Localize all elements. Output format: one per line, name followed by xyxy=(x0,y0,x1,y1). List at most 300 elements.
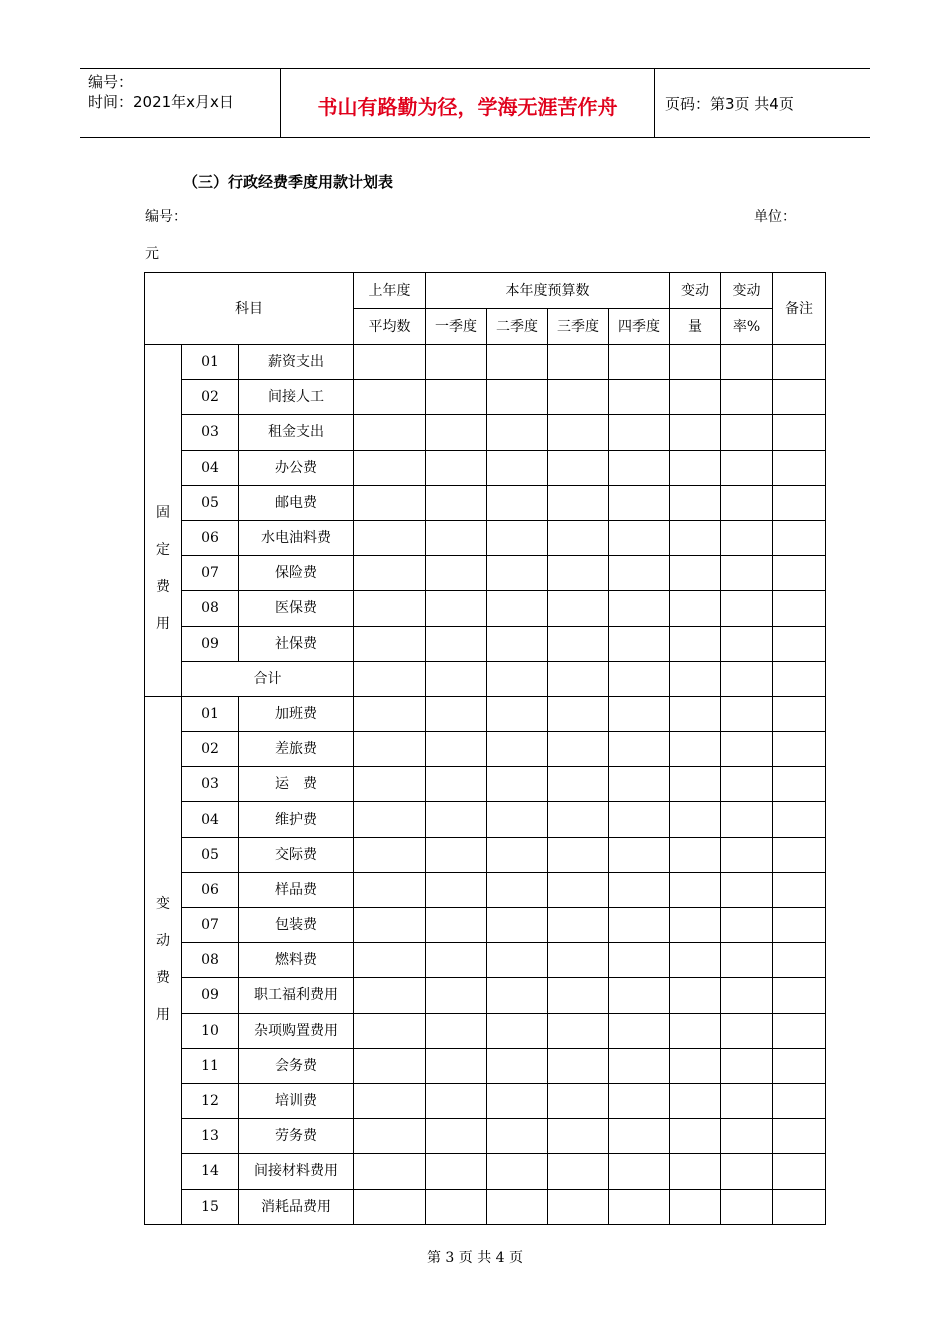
value-cell[interactable] xyxy=(609,1154,670,1189)
value-cell[interactable] xyxy=(609,1119,670,1154)
item-number: 03 xyxy=(182,415,239,450)
item-name: 间接材料费用 xyxy=(239,1154,354,1189)
value-cell[interactable] xyxy=(487,1048,548,1083)
table-row xyxy=(145,732,826,767)
value-cell[interactable] xyxy=(721,943,773,978)
value-cell[interactable] xyxy=(609,767,670,802)
value-cell[interactable] xyxy=(721,767,773,802)
value-cell[interactable] xyxy=(670,1083,721,1118)
value-cell[interactable] xyxy=(354,732,426,767)
value-cell[interactable] xyxy=(548,1119,609,1154)
table-row xyxy=(145,1119,826,1154)
item-name: 医保费 xyxy=(239,591,354,626)
value-cell[interactable] xyxy=(670,943,721,978)
value-cell[interactable] xyxy=(773,450,826,485)
item-number: 12 xyxy=(182,1083,239,1118)
value-cell[interactable] xyxy=(609,415,670,450)
table-row xyxy=(145,802,826,837)
value-cell[interactable] xyxy=(487,908,548,943)
value-cell[interactable] xyxy=(670,1013,721,1048)
table-row xyxy=(145,696,826,731)
table-row xyxy=(145,943,826,978)
value-cell[interactable] xyxy=(609,1048,670,1083)
value-cell[interactable] xyxy=(773,943,826,978)
value-cell[interactable] xyxy=(487,345,548,380)
value-cell[interactable] xyxy=(670,485,721,520)
value-cell[interactable] xyxy=(548,345,609,380)
value-cell[interactable] xyxy=(487,1154,548,1189)
table-row xyxy=(145,1083,826,1118)
item-name: 运 费 xyxy=(239,767,354,802)
value-cell[interactable] xyxy=(354,380,426,415)
item-name: 邮电费 xyxy=(239,485,354,520)
value-cell[interactable] xyxy=(426,943,487,978)
value-cell[interactable] xyxy=(487,1189,548,1224)
value-cell[interactable] xyxy=(548,661,609,696)
value-cell[interactable] xyxy=(354,978,426,1013)
value-cell[interactable] xyxy=(426,450,487,485)
table-row xyxy=(145,1013,826,1048)
value-cell[interactable] xyxy=(354,661,426,696)
value-cell[interactable] xyxy=(773,767,826,802)
value-cell[interactable] xyxy=(609,1189,670,1224)
value-cell[interactable] xyxy=(609,872,670,907)
section-char: 用 xyxy=(156,616,170,633)
value-cell[interactable] xyxy=(426,1189,487,1224)
value-cell[interactable] xyxy=(548,556,609,591)
value-cell[interactable] xyxy=(487,837,548,872)
value-cell[interactable] xyxy=(487,661,548,696)
value-cell[interactable] xyxy=(721,908,773,943)
value-cell[interactable] xyxy=(354,1189,426,1224)
value-cell[interactable] xyxy=(721,1083,773,1118)
value-cell[interactable] xyxy=(548,802,609,837)
header-rate: 变动 xyxy=(721,273,773,309)
value-cell[interactable] xyxy=(609,908,670,943)
value-cell[interactable] xyxy=(773,696,826,731)
value-cell[interactable] xyxy=(670,1119,721,1154)
value-cell[interactable] xyxy=(721,978,773,1013)
table-row xyxy=(145,380,826,415)
item-name: 交际费 xyxy=(239,837,354,872)
header-q1: 一季度 xyxy=(426,309,487,345)
table-row xyxy=(145,450,826,485)
value-cell[interactable] xyxy=(609,837,670,872)
value-cell[interactable] xyxy=(354,696,426,731)
value-cell[interactable] xyxy=(354,345,426,380)
value-cell[interactable] xyxy=(721,380,773,415)
header-last-year: 上年度 xyxy=(354,273,426,309)
value-cell[interactable] xyxy=(773,908,826,943)
value-cell[interactable] xyxy=(721,696,773,731)
value-cell[interactable] xyxy=(354,767,426,802)
document-number-label: 编号： xyxy=(145,209,187,225)
item-name: 燃料费 xyxy=(239,943,354,978)
value-cell[interactable] xyxy=(670,415,721,450)
value-cell[interactable] xyxy=(670,978,721,1013)
table-row xyxy=(145,767,826,802)
value-cell[interactable] xyxy=(609,978,670,1013)
value-cell[interactable] xyxy=(548,1154,609,1189)
item-name: 消耗品费用 xyxy=(239,1189,354,1224)
value-cell[interactable] xyxy=(548,591,609,626)
item-number: 05 xyxy=(182,485,239,520)
value-cell[interactable] xyxy=(721,1154,773,1189)
value-cell[interactable] xyxy=(609,345,670,380)
header-budget: 本年度预算数 xyxy=(426,273,670,309)
item-number: 06 xyxy=(182,520,239,555)
value-cell[interactable] xyxy=(670,520,721,555)
value-cell[interactable] xyxy=(426,978,487,1013)
value-cell[interactable] xyxy=(773,802,826,837)
value-cell[interactable] xyxy=(670,556,721,591)
value-cell[interactable] xyxy=(773,415,826,450)
document-unit-label: 单位： xyxy=(754,209,796,225)
value-cell[interactable] xyxy=(354,415,426,450)
value-cell[interactable] xyxy=(773,626,826,661)
table-row xyxy=(145,1048,826,1083)
value-cell[interactable] xyxy=(426,837,487,872)
value-cell[interactable] xyxy=(670,661,721,696)
value-cell[interactable] xyxy=(773,380,826,415)
header-meta xyxy=(80,69,281,137)
item-number: 09 xyxy=(182,978,239,1013)
section-char: 费 xyxy=(156,970,170,987)
value-cell[interactable] xyxy=(548,520,609,555)
value-cell[interactable] xyxy=(721,872,773,907)
value-cell[interactable] xyxy=(354,1083,426,1118)
page-header xyxy=(80,68,870,138)
value-cell[interactable] xyxy=(670,837,721,872)
value-cell[interactable] xyxy=(721,732,773,767)
value-cell[interactable] xyxy=(773,1013,826,1048)
value-cell[interactable] xyxy=(773,732,826,767)
value-cell[interactable] xyxy=(426,1083,487,1118)
value-cell[interactable] xyxy=(426,1013,487,1048)
value-cell[interactable] xyxy=(721,450,773,485)
value-cell[interactable] xyxy=(670,1154,721,1189)
value-cell[interactable] xyxy=(609,732,670,767)
section-variable-expenses xyxy=(145,696,182,1224)
value-cell[interactable] xyxy=(548,450,609,485)
value-cell[interactable] xyxy=(609,1013,670,1048)
value-cell[interactable] xyxy=(773,1154,826,1189)
value-cell[interactable] xyxy=(426,520,487,555)
value-cell[interactable] xyxy=(609,626,670,661)
value-cell[interactable] xyxy=(354,591,426,626)
item-number: 03 xyxy=(182,767,239,802)
value-cell[interactable] xyxy=(548,415,609,450)
value-cell[interactable] xyxy=(548,943,609,978)
item-name: 办公费 xyxy=(239,450,354,485)
header-change-amount: 量 xyxy=(670,309,721,345)
table-row xyxy=(145,345,826,380)
item-name: 薪资支出 xyxy=(239,345,354,380)
value-cell[interactable] xyxy=(773,661,826,696)
value-cell[interactable] xyxy=(426,802,487,837)
value-cell[interactable] xyxy=(354,837,426,872)
value-cell[interactable] xyxy=(721,591,773,626)
value-cell[interactable] xyxy=(721,485,773,520)
value-cell[interactable] xyxy=(773,485,826,520)
value-cell[interactable] xyxy=(426,415,487,450)
table-row xyxy=(145,908,826,943)
value-cell[interactable] xyxy=(548,978,609,1013)
value-cell[interactable] xyxy=(609,485,670,520)
value-cell[interactable] xyxy=(426,732,487,767)
value-cell[interactable] xyxy=(487,485,548,520)
value-cell[interactable] xyxy=(548,626,609,661)
value-cell[interactable] xyxy=(548,696,609,731)
value-cell[interactable] xyxy=(487,415,548,450)
item-name: 加班费 xyxy=(239,696,354,731)
header-change: 变动 xyxy=(670,273,721,309)
value-cell[interactable] xyxy=(548,908,609,943)
value-cell[interactable] xyxy=(487,978,548,1013)
value-cell[interactable] xyxy=(773,345,826,380)
value-cell[interactable] xyxy=(426,767,487,802)
header-q2: 二季度 xyxy=(487,309,548,345)
item-name: 保险费 xyxy=(239,556,354,591)
value-cell[interactable] xyxy=(670,732,721,767)
value-cell[interactable] xyxy=(773,872,826,907)
value-cell[interactable] xyxy=(354,520,426,555)
item-number: 10 xyxy=(182,1013,239,1048)
value-cell[interactable] xyxy=(487,943,548,978)
value-cell[interactable] xyxy=(721,1189,773,1224)
table-row xyxy=(145,626,826,661)
value-cell[interactable] xyxy=(670,1048,721,1083)
value-cell[interactable] xyxy=(609,1083,670,1118)
value-cell[interactable] xyxy=(670,450,721,485)
value-cell[interactable] xyxy=(487,732,548,767)
value-cell[interactable] xyxy=(426,1048,487,1083)
item-number: 11 xyxy=(182,1048,239,1083)
header-note: 备注 xyxy=(773,273,826,345)
value-cell[interactable] xyxy=(721,1048,773,1083)
value-cell[interactable] xyxy=(426,591,487,626)
table-row xyxy=(145,872,826,907)
value-cell[interactable] xyxy=(773,556,826,591)
item-number: 02 xyxy=(182,380,239,415)
item-number: 01 xyxy=(182,345,239,380)
table-row xyxy=(145,1154,826,1189)
item-number: 14 xyxy=(182,1154,239,1189)
value-cell[interactable] xyxy=(354,908,426,943)
item-number: 02 xyxy=(182,732,239,767)
header-motto: 书山有路勤为径，学海无涯苦作舟 xyxy=(281,69,655,137)
section-char: 费 xyxy=(156,579,170,596)
value-cell[interactable] xyxy=(670,802,721,837)
section-char: 动 xyxy=(156,933,170,950)
value-cell[interactable] xyxy=(487,591,548,626)
value-cell[interactable] xyxy=(609,450,670,485)
value-cell[interactable] xyxy=(487,696,548,731)
value-cell[interactable] xyxy=(354,1048,426,1083)
header-page-info: 页码：第3页 共4页 xyxy=(665,94,794,113)
item-name: 包装费 xyxy=(239,908,354,943)
value-cell[interactable] xyxy=(354,943,426,978)
item-number: 15 xyxy=(182,1189,239,1224)
budget-table xyxy=(144,272,826,1225)
value-cell[interactable] xyxy=(670,626,721,661)
value-cell[interactable] xyxy=(670,1189,721,1224)
value-cell[interactable] xyxy=(426,696,487,731)
value-cell[interactable] xyxy=(354,1119,426,1154)
table-row-subtotal xyxy=(145,661,826,696)
item-number: 01 xyxy=(182,696,239,731)
value-cell[interactable] xyxy=(721,626,773,661)
value-cell[interactable] xyxy=(354,802,426,837)
value-cell[interactable] xyxy=(426,380,487,415)
value-cell[interactable] xyxy=(548,732,609,767)
value-cell[interactable] xyxy=(487,872,548,907)
item-name: 培训费 xyxy=(239,1083,354,1118)
value-cell[interactable] xyxy=(487,1119,548,1154)
value-cell[interactable] xyxy=(609,380,670,415)
item-number: 09 xyxy=(182,626,239,661)
value-cell[interactable] xyxy=(721,556,773,591)
value-cell[interactable] xyxy=(670,591,721,626)
document-unit-value: 元 xyxy=(145,246,159,262)
item-name: 样品费 xyxy=(239,872,354,907)
value-cell[interactable] xyxy=(354,1013,426,1048)
value-cell[interactable] xyxy=(670,908,721,943)
item-name: 租金支出 xyxy=(239,415,354,450)
value-cell[interactable] xyxy=(609,520,670,555)
value-cell[interactable] xyxy=(670,872,721,907)
value-cell[interactable] xyxy=(487,1013,548,1048)
value-cell[interactable] xyxy=(548,767,609,802)
value-cell[interactable] xyxy=(548,1013,609,1048)
value-cell[interactable] xyxy=(609,696,670,731)
value-cell[interactable] xyxy=(721,415,773,450)
value-cell[interactable] xyxy=(721,1119,773,1154)
value-cell[interactable] xyxy=(426,485,487,520)
value-cell[interactable] xyxy=(609,943,670,978)
value-cell[interactable] xyxy=(487,767,548,802)
value-cell[interactable] xyxy=(773,1083,826,1118)
table-row xyxy=(145,556,826,591)
section-char: 变 xyxy=(156,896,170,913)
value-cell[interactable] xyxy=(721,837,773,872)
value-cell[interactable] xyxy=(721,661,773,696)
value-cell[interactable] xyxy=(670,345,721,380)
value-cell[interactable] xyxy=(548,837,609,872)
item-name: 劳务费 xyxy=(239,1119,354,1154)
value-cell[interactable] xyxy=(548,872,609,907)
value-cell[interactable] xyxy=(773,1189,826,1224)
value-cell[interactable] xyxy=(773,1048,826,1083)
value-cell[interactable] xyxy=(548,1048,609,1083)
item-name: 维护费 xyxy=(239,802,354,837)
section-char: 固 xyxy=(156,505,170,522)
table-row xyxy=(145,591,826,626)
item-number: 07 xyxy=(182,556,239,591)
item-number: 04 xyxy=(182,802,239,837)
value-cell[interactable] xyxy=(354,556,426,591)
page-footer: 第 3 页 共 4 页 xyxy=(426,1250,524,1266)
value-cell[interactable] xyxy=(487,556,548,591)
header-change-rate: 率% xyxy=(721,309,773,345)
value-cell[interactable] xyxy=(609,661,670,696)
item-number: 04 xyxy=(182,450,239,485)
value-cell[interactable] xyxy=(773,837,826,872)
table-row xyxy=(145,1189,826,1224)
header-subject: 科目 xyxy=(145,273,354,345)
item-number: 06 xyxy=(182,872,239,907)
table-header-row xyxy=(145,273,826,309)
value-cell[interactable] xyxy=(426,556,487,591)
header-q3: 三季度 xyxy=(548,309,609,345)
value-cell[interactable] xyxy=(773,1119,826,1154)
item-number: 08 xyxy=(182,591,239,626)
table-row xyxy=(145,978,826,1013)
value-cell[interactable] xyxy=(548,1083,609,1118)
value-cell[interactable] xyxy=(773,978,826,1013)
value-cell[interactable] xyxy=(487,802,548,837)
value-cell[interactable] xyxy=(609,802,670,837)
value-cell[interactable] xyxy=(670,380,721,415)
value-cell[interactable] xyxy=(548,1189,609,1224)
value-cell[interactable] xyxy=(426,1119,487,1154)
item-number: 05 xyxy=(182,837,239,872)
value-cell[interactable] xyxy=(487,450,548,485)
value-cell[interactable] xyxy=(548,380,609,415)
value-cell[interactable] xyxy=(721,345,773,380)
value-cell[interactable] xyxy=(354,872,426,907)
value-cell[interactable] xyxy=(354,485,426,520)
header-time-label: 时间：2021年x月x日 xyxy=(88,93,234,111)
value-cell[interactable] xyxy=(773,520,826,555)
value-cell[interactable] xyxy=(354,450,426,485)
header-last-year-avg: 平均数 xyxy=(354,309,426,345)
value-cell[interactable] xyxy=(426,908,487,943)
item-name: 会务费 xyxy=(239,1048,354,1083)
value-cell[interactable] xyxy=(487,520,548,555)
item-name: 间接人工 xyxy=(239,380,354,415)
value-cell[interactable] xyxy=(426,345,487,380)
value-cell[interactable] xyxy=(670,767,721,802)
value-cell[interactable] xyxy=(548,485,609,520)
subtotal-label: 合计 xyxy=(182,661,354,696)
value-cell[interactable] xyxy=(426,661,487,696)
value-cell[interactable] xyxy=(354,626,426,661)
value-cell[interactable] xyxy=(487,380,548,415)
value-cell[interactable] xyxy=(609,556,670,591)
section-char: 用 xyxy=(156,1007,170,1024)
document-title: （三）行政经费季度用款计划表 xyxy=(183,173,394,191)
value-cell[interactable] xyxy=(773,591,826,626)
value-cell[interactable] xyxy=(354,1154,426,1189)
header-q4: 四季度 xyxy=(609,309,670,345)
item-number: 13 xyxy=(182,1119,239,1154)
value-cell[interactable] xyxy=(426,626,487,661)
section-char: 定 xyxy=(156,542,170,559)
value-cell[interactable] xyxy=(721,520,773,555)
item-name: 社保费 xyxy=(239,626,354,661)
value-cell[interactable] xyxy=(426,1154,487,1189)
value-cell[interactable] xyxy=(721,1013,773,1048)
value-cell[interactable] xyxy=(487,1083,548,1118)
value-cell[interactable] xyxy=(721,802,773,837)
table-row xyxy=(145,415,826,450)
section-fixed-expenses xyxy=(145,345,182,697)
value-cell[interactable] xyxy=(670,696,721,731)
value-cell[interactable] xyxy=(487,626,548,661)
value-cell[interactable] xyxy=(609,591,670,626)
value-cell[interactable] xyxy=(426,872,487,907)
